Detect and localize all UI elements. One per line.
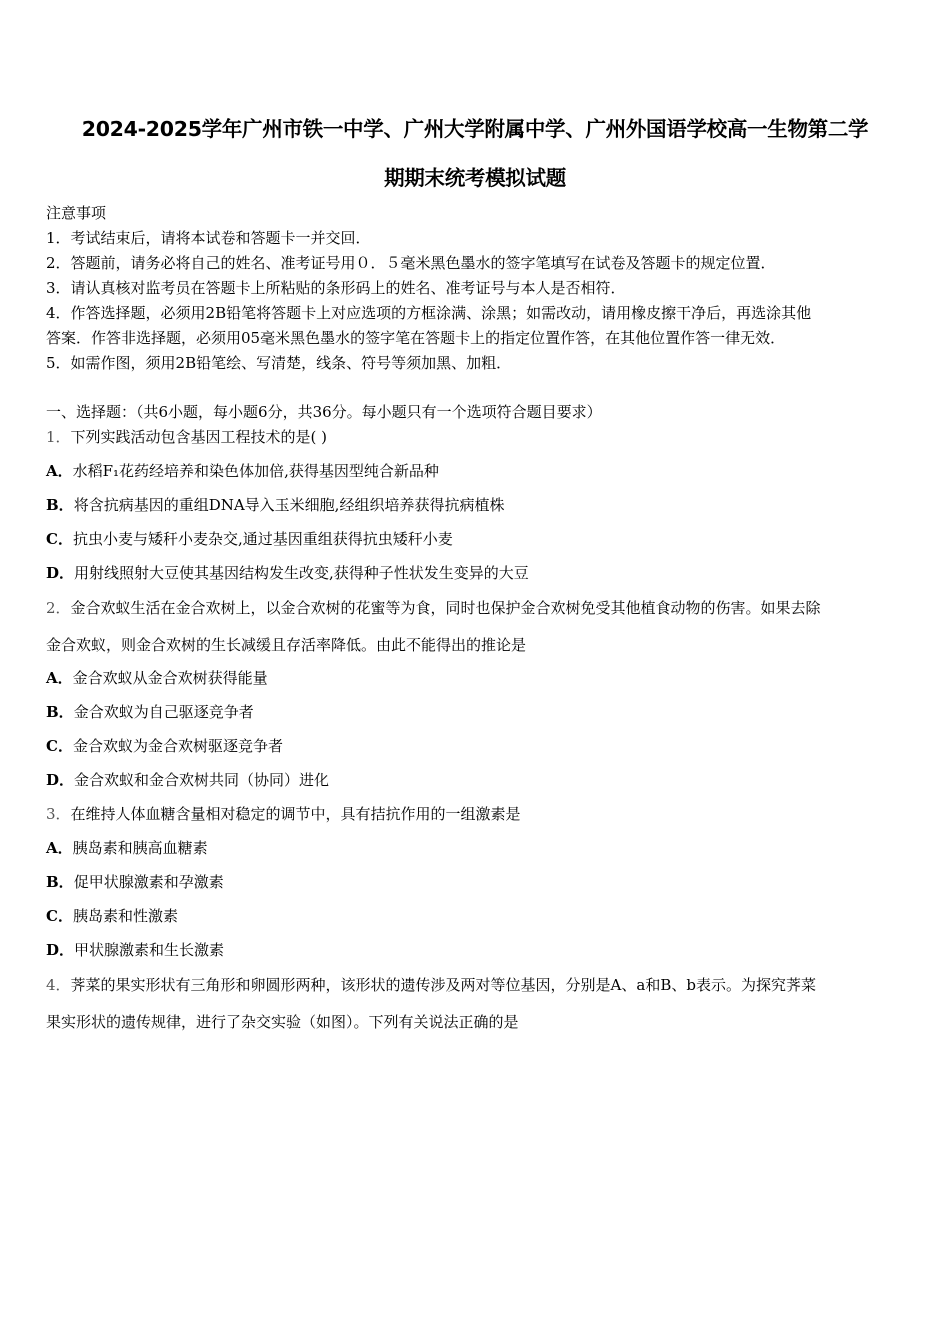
question-text: 在维持人体血糖含量相对稳定的调节中，具有拮抗作用的一组激素是 <box>70 805 521 823</box>
question-2-stem <box>46 597 916 618</box>
notice-item: 2．答题前，请务必将自己的姓名、准考证号用０．５毫米黑色墨水的签字笔填写在试卷及答题卡的规定位置． <box>46 254 776 272</box>
option-text: 将含抗病基因的重组DNA导入玉米细胞,经组织培养获得抗病植株 <box>73 496 505 514</box>
option-text: 水稻F₁花药经培养和染色体加倍,获得基因型纯合新品种 <box>72 462 439 480</box>
option-letter: C． <box>46 907 73 925</box>
option-letter: B． <box>46 496 74 514</box>
question-4-stem <box>46 974 916 995</box>
option-letter: C． <box>46 737 73 755</box>
question-number: 1． <box>46 428 71 446</box>
option-row <box>46 667 916 688</box>
question-text: 下列实践活动包含基因工程技术的是( ) <box>70 428 328 446</box>
option-letter: D． <box>46 564 75 582</box>
option-text: 促甲状腺激素和孕激素 <box>73 873 224 891</box>
question-number: 2． <box>46 599 71 617</box>
option-text: 胰岛素和胰高血糖素 <box>72 839 208 857</box>
section-heading: 一、选择题：（共6小题，每小题6分，共36分。每小题只有一个选项符合题目要求） <box>46 403 602 421</box>
notice-item: 5．如需作图，须用2B铅笔绘、写清楚，线条、符号等须加黑、加粗． <box>46 354 512 372</box>
notice-item: 1．考试结束后，请将本试卷和答题卡一并交回． <box>46 229 371 247</box>
notice-item: 4．作答选择题，必须用2B铅笔将答题卡上对应选项的方框涂满、涂黑；如需改动，请用橡皮擦干净后，再选涂其他 <box>46 304 812 322</box>
option-row <box>46 701 916 722</box>
option-letter: B． <box>46 703 74 721</box>
option-letter: C． <box>46 530 73 548</box>
option-row <box>46 460 916 481</box>
option-row <box>46 494 916 515</box>
option-row <box>46 769 916 790</box>
option-row <box>46 939 916 960</box>
option-text: 金合欢蚁从金合欢树获得能量 <box>72 669 268 687</box>
option-letter: A． <box>46 839 73 857</box>
option-row <box>46 562 916 583</box>
option-text: 抗虫小麦与矮秆小麦杂交,通过基因重组获得抗虫矮秆小麦 <box>72 530 453 548</box>
option-text: 胰岛素和性激素 <box>72 907 178 925</box>
notice-item: 3．请认真核对监考员在答题卡上所粘贴的条形码上的姓名、准考证号与本人是否相符． <box>46 279 626 297</box>
option-letter: D． <box>46 771 75 789</box>
option-text: 金合欢蚁为金合欢树驱逐竞争者 <box>72 737 283 755</box>
page-title-line-2: 期期末统考模拟试题 <box>384 166 566 190</box>
option-letter: B． <box>46 873 74 891</box>
option-row <box>46 528 916 549</box>
option-text: 金合欢蚁为自己驱逐竞争者 <box>73 703 254 721</box>
notice-item: 答案．作答非选择题，必须用05毫米黑色墨水的签字笔在答题卡上的指定位置作答，在其他位置作答一律无效． <box>46 329 786 347</box>
option-text: 用射线照射大豆使其基因结构发生改变,获得种子性状发生变异的大豆 <box>74 564 529 582</box>
option-text: 金合欢蚁和金合欢树共同（协同）进化 <box>74 771 330 789</box>
option-letter: A． <box>46 669 73 687</box>
option-letter: A． <box>46 462 73 480</box>
question-text: 金合欢蚁生活在金合欢树上，以金合欢树的花蜜等为食，同时也保护金合欢树免受其他植食动物的伤害。如果去除 <box>70 599 821 617</box>
option-row <box>46 837 916 858</box>
question-2-stem-continued: 金合欢蚁，则金合欢树的生长减缓且存活率降低。由此不能得出的推论是 <box>46 636 527 654</box>
option-row <box>46 871 916 892</box>
question-number: 4． <box>46 976 71 994</box>
question-text: 荠菜的果实形状有三角形和卵圆形两种，该形状的遗传涉及两对等位基因，分别是A、a和B、b表示。为探究荠菜 <box>70 976 816 994</box>
option-row <box>46 905 916 926</box>
option-text: 甲状腺激素和生长激素 <box>74 941 225 959</box>
option-row <box>46 735 916 756</box>
notice-heading: 注意事项 <box>46 204 107 222</box>
page-title-line-1: 2024-2025学年广州市铁一中学、广州大学附属中学、广州外国语学校高一生物第二学 <box>81 117 869 141</box>
question-1-stem <box>46 426 916 447</box>
question-number: 3． <box>46 805 71 823</box>
question-3-stem <box>46 803 916 824</box>
option-letter: D． <box>46 941 75 959</box>
question-4-stem-continued: 果实形状的遗传规律，进行了杂交实验（如图）。下列有关说法正确的是 <box>46 1013 519 1031</box>
